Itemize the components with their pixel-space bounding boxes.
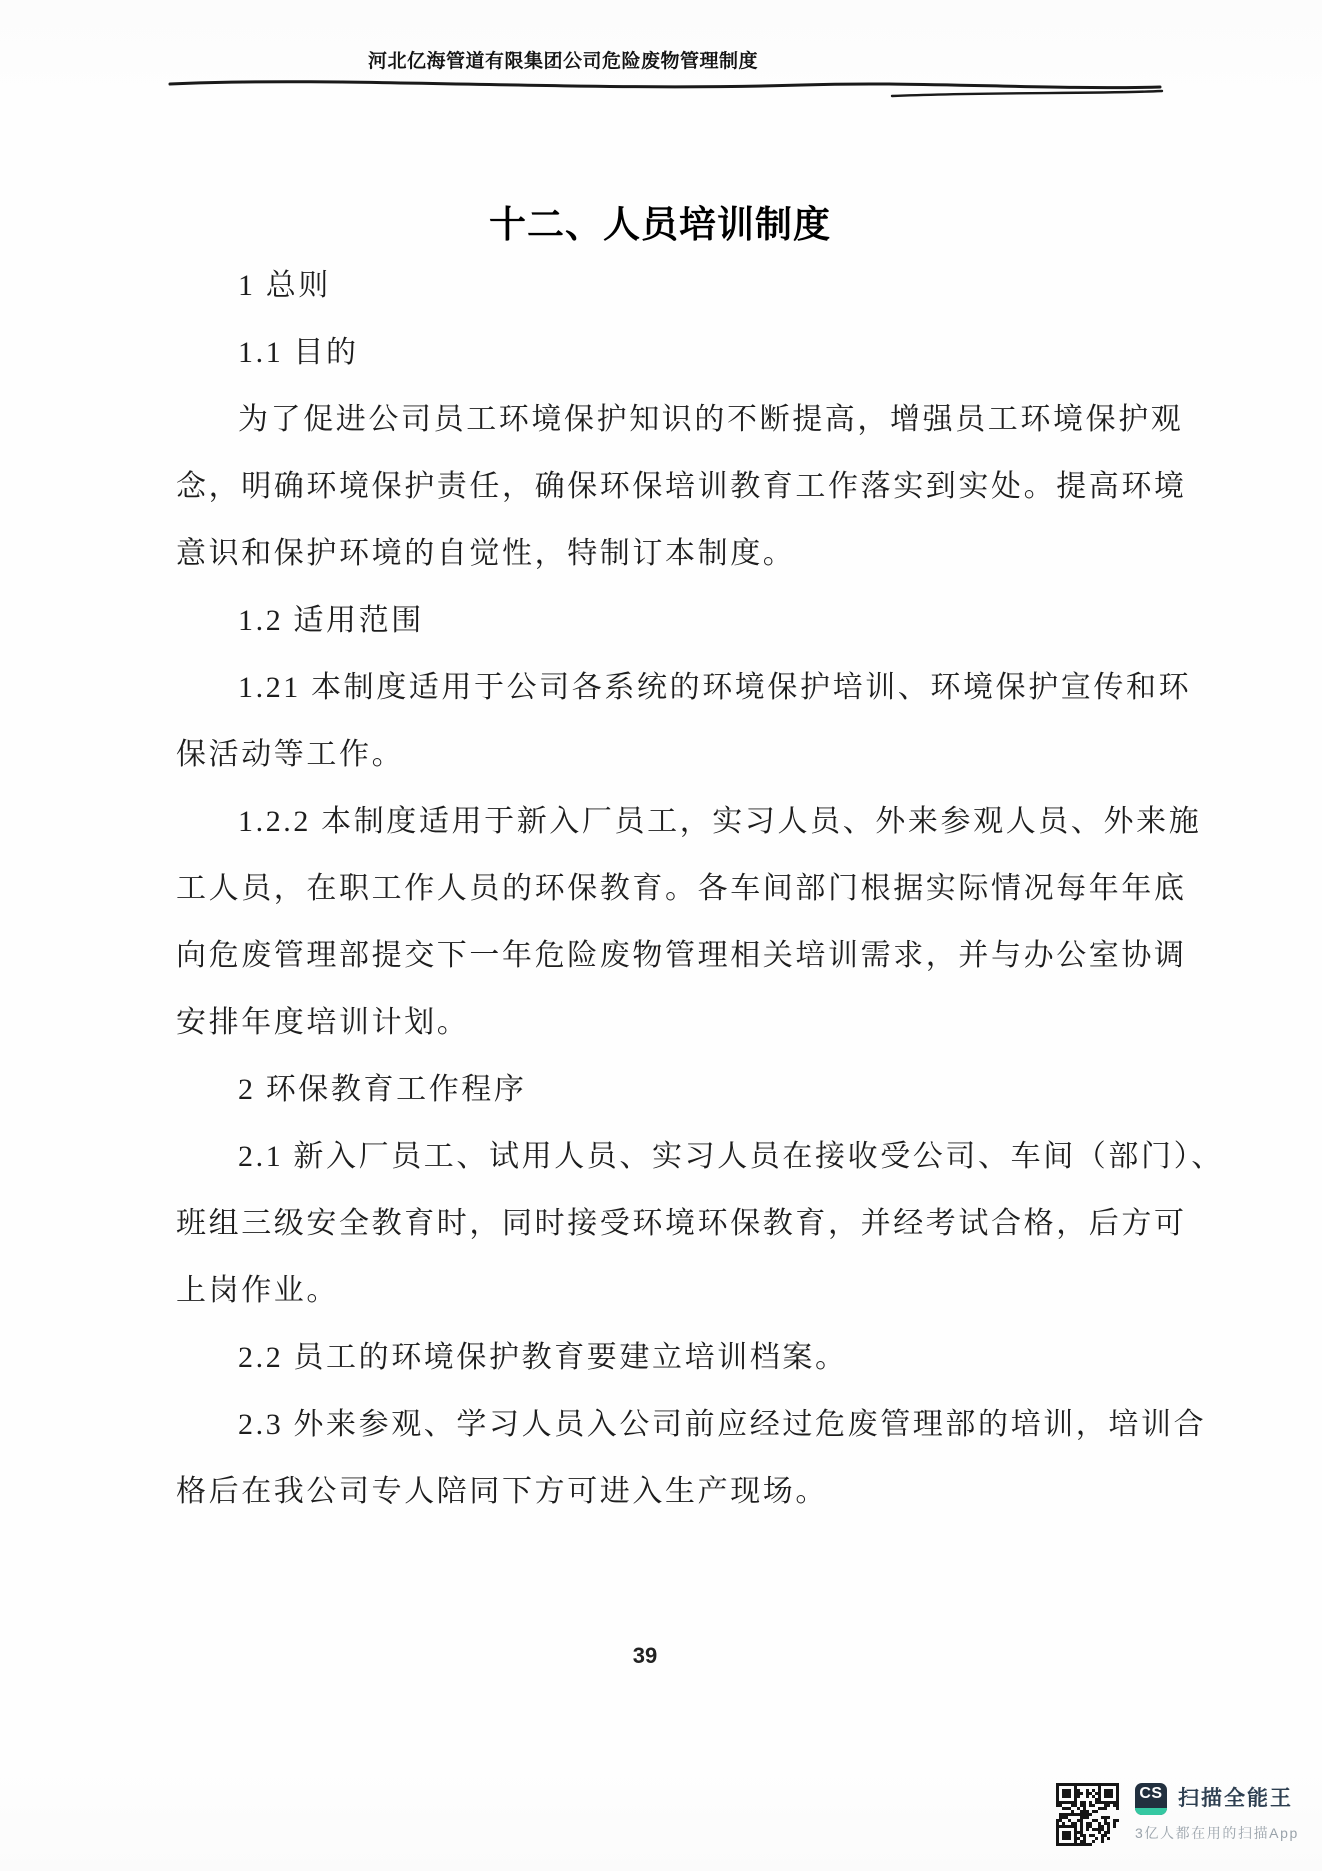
doc-line: 上岗作业。 bbox=[176, 1274, 339, 1307]
doc-line: 工人员，在职工作人员的环保教育。各车间部门根据实际情况每年年底 bbox=[176, 872, 1187, 905]
doc-line: 为了促进公司员工环境保护知识的不断提高，增强员工环境保护观 bbox=[238, 403, 1184, 436]
camscanner-watermark bbox=[1056, 1783, 1299, 1846]
doc-line: 意识和保护环境的自觉性，特制订本制度。 bbox=[176, 537, 796, 570]
cs-badge-label: CS bbox=[1139, 1785, 1163, 1802]
section-heading: 2 环保教育工作程序 bbox=[238, 1073, 527, 1106]
section-heading: 1 总则 bbox=[238, 269, 331, 302]
qr-code bbox=[1056, 1783, 1119, 1846]
doc-line: 安排年度培训计划。 bbox=[176, 1006, 470, 1039]
header-rule-line bbox=[162, 70, 1172, 104]
document-body bbox=[176, 252, 1224, 1525]
doc-line: 念，明确环境保护责任，确保环保培训教育工作落实到实处。提高环境 bbox=[176, 470, 1187, 503]
doc-line: 格后在我公司专人陪同下方可进入生产现场。 bbox=[176, 1475, 828, 1508]
watermark-text-block bbox=[1135, 1783, 1299, 1843]
page-number: 39 bbox=[632, 1643, 658, 1668]
doc-line: 班组三级安全教育时，同时接受环境环保教育，并经考试合格，后方可 bbox=[176, 1207, 1187, 1240]
doc-line: 2.1 新入厂员工、试用人员、实习人员在接收受公司、车间（部门）、 bbox=[238, 1140, 1224, 1173]
section-heading: 1.1 目的 bbox=[238, 336, 359, 369]
doc-line: 2.2 员工的环境保护教育要建立培训档案。 bbox=[238, 1341, 848, 1374]
doc-line: 1.21 本制度适用于公司各系统的环境保护培训、环境保护宣传和环 bbox=[238, 671, 1192, 704]
document-header: 河北亿海管道有限集团公司危险废物管理制度 bbox=[368, 51, 759, 72]
doc-line: 2.3 外来参观、学习人员入公司前应经过危废管理部的培训，培训合 bbox=[238, 1408, 1207, 1441]
doc-line: 1.2.2 本制度适用于新入厂员工，实习人员、外来参观人员、外来施 bbox=[238, 805, 1202, 838]
camscanner-logo-icon bbox=[1135, 1783, 1167, 1815]
watermark-tagline: 3亿人都在用的扫描App bbox=[1135, 1825, 1299, 1841]
section-heading: 1.2 适用范围 bbox=[238, 604, 424, 637]
page-title: 十二、人员培训制度 bbox=[489, 205, 831, 246]
cs-badge-accent-strip bbox=[1135, 1808, 1167, 1815]
doc-line: 向危废管理部提交下一年危险废物管理相关培训需求，并与办公室协调 bbox=[176, 939, 1187, 972]
doc-line: 保活动等工作。 bbox=[176, 738, 405, 771]
watermark-app-name: 扫描全能王 bbox=[1178, 1787, 1293, 1810]
